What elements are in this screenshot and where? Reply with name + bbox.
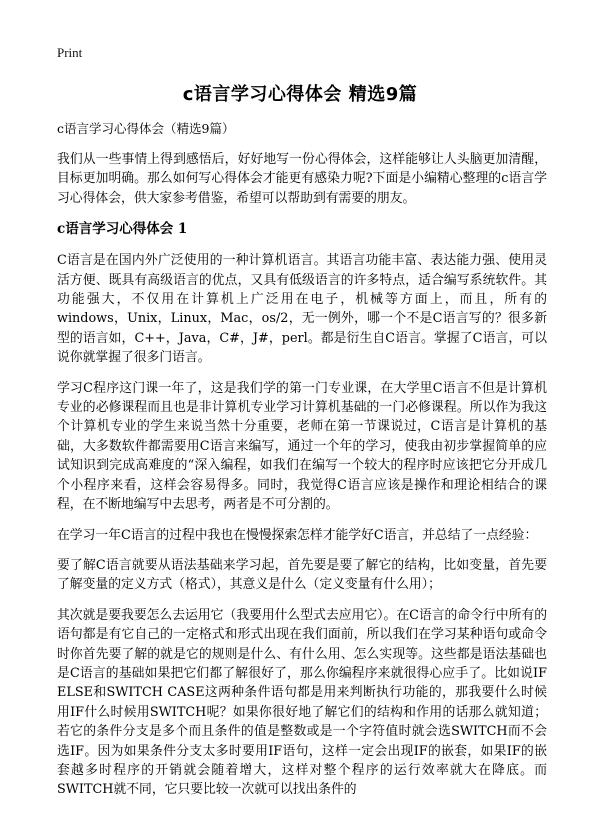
body-paragraph: 学习C程序这门课一年了，这是我们学的第一门专业课，在大学里C语言不但是计算机专业的必修课程而且也是非计算机专业学习计算机基础的一门必修课程。所以作为我这个计算机专业的学生来说当然十分重要，老师在第一节课说过，C语言是计算机的基础，大多数软件都需要用C语言来编写，通过一个年的学习，使我由初步掌握简单的应试知识到完成高难度的“深入编程，如我们在编写一个较大的程序时应该把它分开成几个小程序来看，这样会容易得多。同时，我觉得C语言应该是操作和理论相结合的课程，在不断地编写中去思考，两者是不可分割的。 — [57, 380, 547, 513]
body-paragraph: 其次就是要我要怎么去运用它（我要用什么型式去应用它）。在C语言的命令行中所有的语句都是有它自己的一定格式和形式出现在我们面前，所以我们在学习某种语句或命令时你首先要了解的就是它的规则是什么、有什么用、怎么实现等。这些都是语法基础也是C语言的基础如果把它们都了解很好了，那么你编程序来就很得心应手了。比如说IF ELSE和SWITCH CASE这两种条件语句都是用来判断执行功能的，那我要什么时候用IF什么时候用SWITCH呢？如果你很好地了解它们的结构和作用的话那么就知道；若它的条件分支是多个而且条件的值是整数或是一个字符值时就会选SWITCH而不会选IF。因为如果条件分支太多时要用IF语句，这样一定会出现IF的嵌套，如果IF的嵌套越多时程序的开销就会随着增大，这样对整个程序的运行效率就大在降底。而SWITCH就不同，它只要比较一次就可以找出条件的 — [57, 607, 547, 798]
print-link[interactable]: Print — [57, 45, 83, 60]
document-body — [57, 119, 547, 811]
intro-paragraph: 我们从一些事情上得到感悟后，好好地写一份心得体会，这样能够让人头脑更加清醒，目标更加明确。那么如何写心得体会才能更有感染力呢?下面是小编精心整理的c语言学习心得体会，供大家参考借鉴，希望可以帮助到有需要的朋友。 — [57, 152, 547, 206]
body-paragraph: 在学习一年C语言的过程中我也在慢慢探索怎样才能学好C语言，并总结了一点经验： — [57, 527, 538, 543]
body-paragraph: C语言是在国内外广泛使用的一种计算机语言。其语言功能丰富、表达能力强、使用灵活方便、既具有高级语言的优点，又具有低级语言的许多特点，适合编写系统软件。其功能强大，不仅用在计算机上广泛用在电子，机械等方面上，而且，所有的windows，Unix，Linux，Mac，os/2，无一例外，哪一个不是C语言写的？很多新型的语言如，C++，Java，C#，J#，perl。都是衍生自C语言。掌握了C语言，可以说你就掌握了很多门语言。 — [57, 253, 547, 366]
page-title: c语言学习心得体会 精选9篇 — [182, 84, 418, 105]
document-subtitle: c语言学习心得体会（精选9篇） — [57, 121, 235, 136]
body-paragraph: 要了解C语言就要从语法基础来学习起，首先要是要了解它的结构，比如变量，首先要了解变量的定义方式（格式），其意义是什么（定义变量有什么用）； — [57, 557, 547, 593]
section-heading: c语言学习心得体会 1 — [57, 221, 188, 238]
